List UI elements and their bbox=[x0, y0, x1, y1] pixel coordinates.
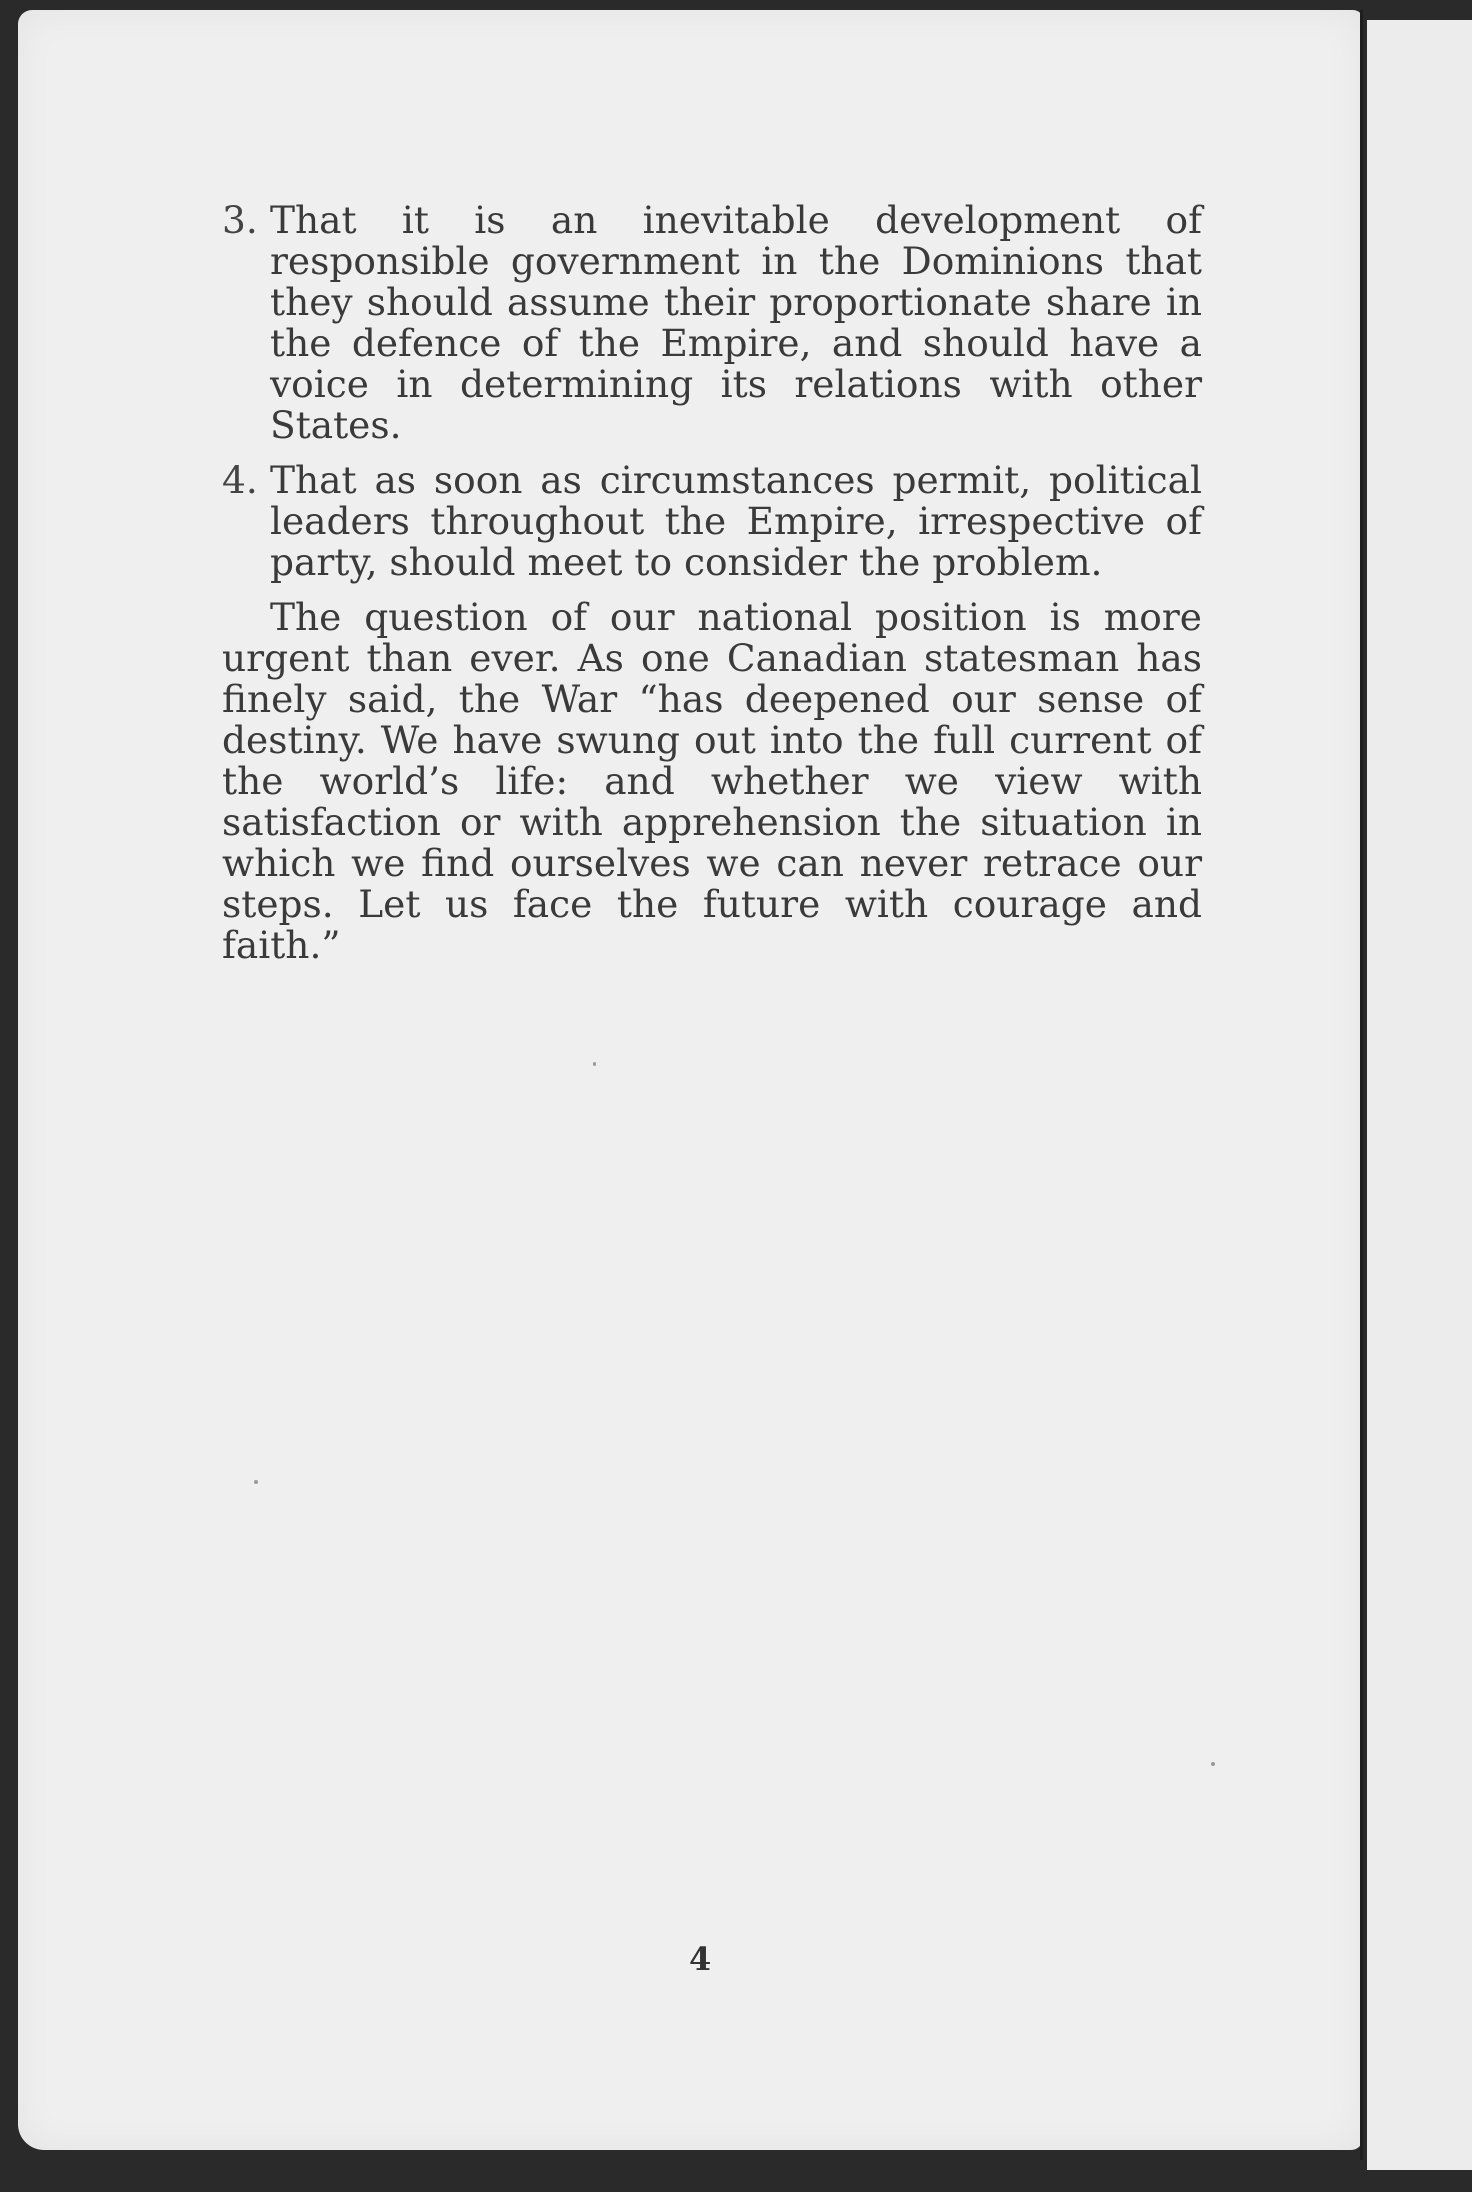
item-number: 3. bbox=[222, 198, 258, 242]
paper-speck bbox=[1211, 1762, 1215, 1766]
item-text: That as soon as circumstances permit, political leaders throughout the Empire, irrespective of party, should meet to consider the problem. bbox=[270, 458, 1202, 584]
item-number: 4. bbox=[222, 458, 258, 502]
adjacent-page-edge bbox=[1367, 20, 1472, 2170]
paper-speck bbox=[254, 1480, 258, 1484]
paper-speck bbox=[593, 1062, 596, 1066]
item-text: That it is an inevitable development of responsible government in the Dominions that they should assume their proportionate share in the defence of the Empire, and should have a voice in determining its relations with other States. bbox=[270, 198, 1202, 447]
body-paragraph: The question of our national position is more urgent than ever. As one Canadian statesman has finely said, the War “has deepened our sense of destiny. We have swung out into the full current of the world’s life: and whether we view with satisfaction or with apprehension the situation in which we find ourselves we can never retrace our steps. Let us face the future with courage and faith.” bbox=[222, 595, 1202, 967]
list-item bbox=[222, 460, 1202, 583]
body-text bbox=[222, 200, 1202, 966]
list-item bbox=[222, 200, 1202, 446]
page-number: 4 bbox=[689, 1940, 712, 1978]
page-fold-line bbox=[1360, 10, 1363, 2160]
